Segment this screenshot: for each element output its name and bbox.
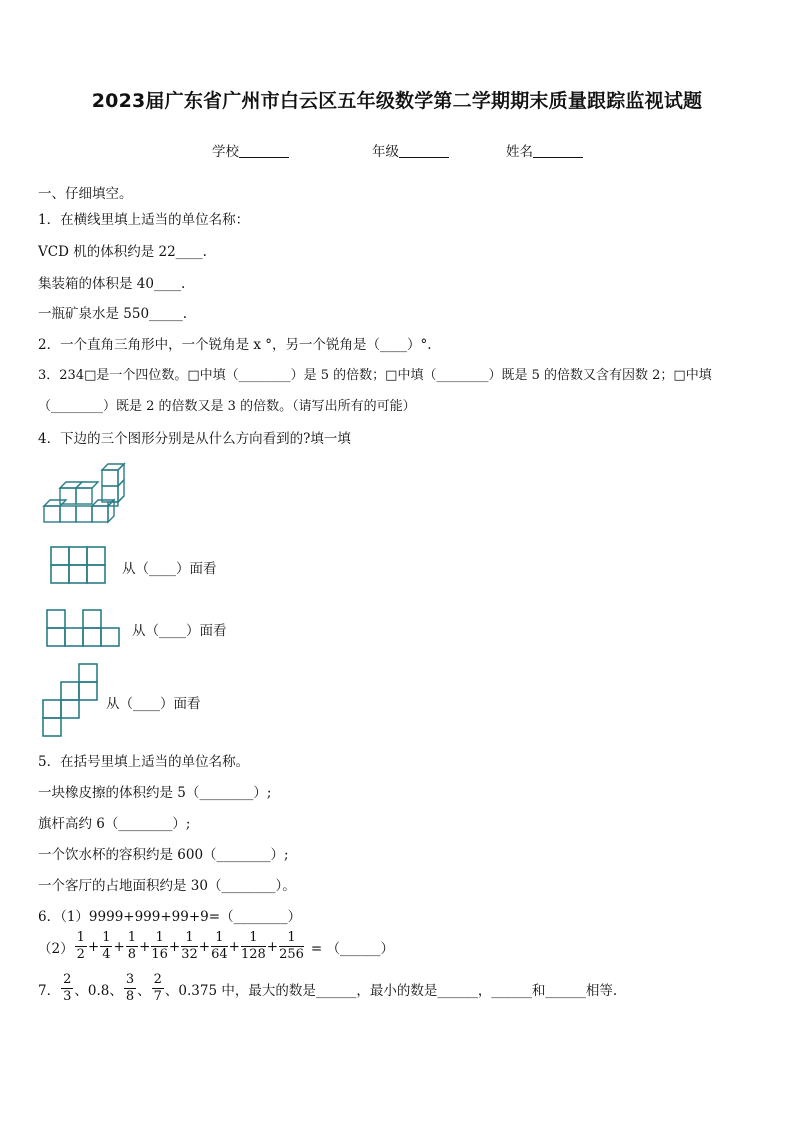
question-5c: 一个饮水杯的容积约是 600（________）;: [38, 847, 289, 863]
question-1b: 集装箱的体积是 40____.: [38, 276, 186, 292]
question-3-line1: 3．234□是一个四位数。□中填（________）是 5 的倍数；□中填（________）既是 5 的倍数又含有因数 2；□中填: [38, 368, 712, 383]
question-3-line2: （________）既是 2 的倍数又是 3 的倍数。（请写出所有的可能）: [38, 399, 416, 414]
fraction: $\frac{1}{64}$: [211, 930, 228, 962]
fraction: $\frac{1}{256}$: [279, 930, 304, 962]
question-2: 2．一个直角三角形中，一个锐角是 x °，另一个锐角是（____）°.: [38, 337, 432, 353]
view-3-figure: [42, 663, 100, 737]
fraction: $\frac{1}{32}$: [181, 930, 198, 962]
question-5a: 一块橡皮擦的体积约是 5（________）;: [38, 785, 272, 801]
name-field[interactable]: [506, 140, 583, 160]
question-1-stem: 1．在横线里填上适当的单位名称：: [38, 212, 250, 228]
fraction: $\frac{1}{16}$: [151, 930, 168, 962]
view-1-figure: [50, 546, 108, 584]
q6-part2-label: （2）: [38, 940, 74, 957]
question-5-stem: 5．在括号里填上适当的单位名称。: [38, 754, 250, 770]
name-label: 姓名: [506, 144, 533, 160]
q7-label: 7．: [38, 982, 61, 999]
fraction: $\frac{2}{7}$: [153, 972, 162, 1004]
plus-sign: +: [87, 938, 100, 955]
page-title: 2023届广东省广州市白云区五年级数学第二学期期末质量跟踪监视试题: [91, 90, 703, 112]
plus-sign: +: [168, 938, 181, 955]
school-field[interactable]: [212, 140, 289, 160]
plus-sign: +: [139, 938, 151, 955]
question-7: [38, 972, 617, 1005]
view-2-answer[interactable]: 从（____）面看: [132, 623, 227, 639]
fraction: $\frac{3}{8}$: [125, 972, 135, 1004]
question-5d: 一个客厅的占地面积约是 30（________）。: [38, 878, 296, 894]
question-1a: VCD 机的体积约是 22____.: [38, 244, 207, 260]
school-label: 学校: [212, 144, 239, 160]
fraction: $\frac{1}{2}$: [76, 930, 85, 962]
question-5b: 旗杆高约 6（________）;: [38, 816, 191, 832]
school-blank[interactable]: [239, 143, 289, 158]
plus-sign: +: [228, 938, 240, 955]
view-3-answer[interactable]: 从（____）面看: [106, 696, 201, 712]
view-2-figure: [46, 609, 124, 647]
q7-separator: 、0.8、: [74, 982, 123, 999]
question-6-part1: 6．（1）9999+999+99+9=（________）: [38, 909, 302, 925]
plus-sign: +: [198, 938, 211, 955]
name-blank[interactable]: [533, 143, 583, 158]
q7-tail: 、0.375 中，最大的数是______，最小的数是______，______和______相等.: [164, 982, 618, 999]
grade-field[interactable]: [372, 140, 449, 160]
fraction: $\frac{1}{8}$: [127, 930, 137, 962]
grade-blank[interactable]: [399, 143, 449, 158]
plus-sign: +: [266, 938, 279, 955]
fraction: $\frac{2}{3}$: [63, 972, 72, 1004]
grade-label: 年级: [372, 144, 399, 160]
cube-figure: [40, 458, 130, 524]
view-1-answer[interactable]: 从（____）面看: [122, 561, 217, 577]
question-4-stem: 4．下边的三个图形分别是从什么方向看到的?填一填: [38, 431, 351, 447]
plus-sign: +: [113, 938, 125, 955]
q7-separator: 、: [137, 982, 151, 999]
q6-part2-tail: = （______）: [310, 940, 395, 957]
question-6-part2: [38, 930, 394, 963]
fraction: $\frac{1}{4}$: [102, 930, 111, 962]
fraction: $\frac{1}{128}$: [240, 930, 266, 962]
question-1c: 一瓶矿泉水是 550_____.: [38, 306, 188, 322]
section-heading: 一、仔细填空。: [38, 186, 133, 202]
